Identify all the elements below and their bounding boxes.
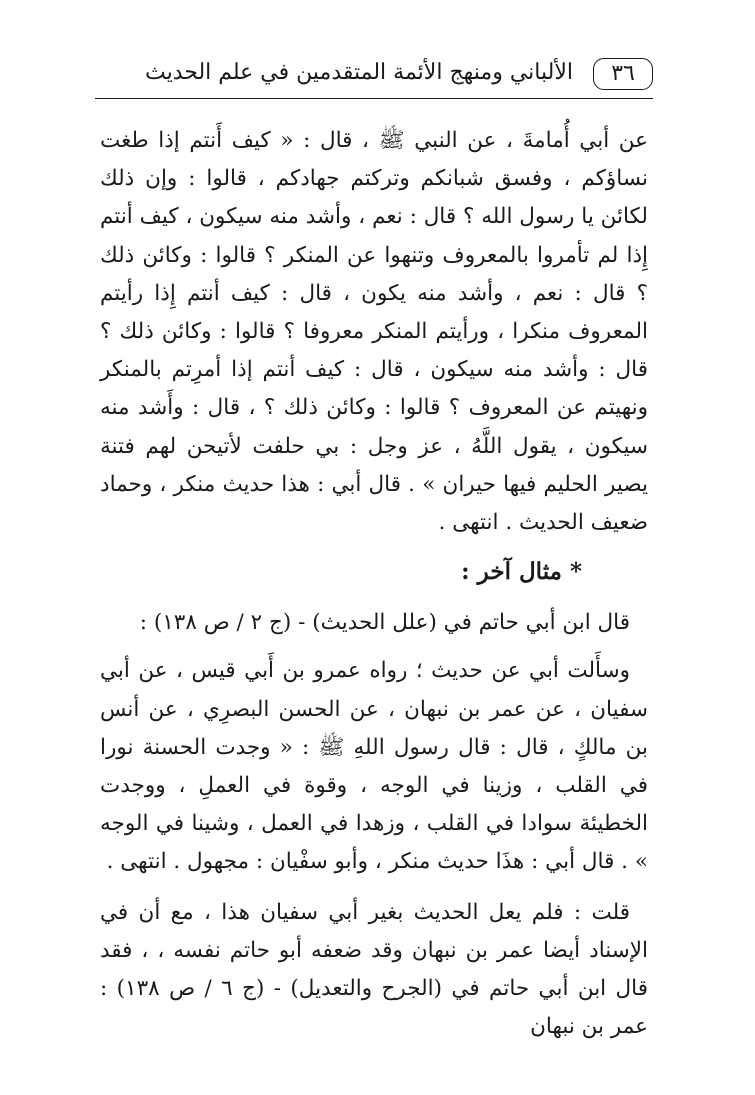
page-number-frame <box>593 58 653 90</box>
section-heading: * مثال آخر : <box>461 558 582 586</box>
body-text <box>100 122 648 1046</box>
paragraph-commentary: قلت : فلم يعل الحديث بغير أبي سفيان هذا ، مع أن في الإسناد أيضا عمر بن نبهان وقد ضعفه أبو حاتم نفسه ، ، فقد قال ابن أبي حاتم في (الجرح والتعديل) - (ج ٦ / ص ١٣٨) : عمر بن نبهان <box>100 899 648 1040</box>
header-rule <box>95 98 653 99</box>
page-number: ٣٦ <box>611 61 635 86</box>
paragraph-citation-intro: قال ابن أبي حاتم في (علل الحديث) - (ج ٢ / ص ١٣٨) : <box>139 610 630 636</box>
paragraph-hadith-anas: وسأَلت أبي عن حديث ؛ رواه عمرو بن أَبي قيس ، عن أبي سفيان ، عن عمر بن نبهان ، عن الحسن البصرِي ، عن أنس بن مالكٍ ، قال : قال رسول اللهِ ﷺ : « وجدت الحسنة نورا في القلب ، وزينا في الوجه ، وقوة في العملِ ، ووجدت الخطيئة سوادا في القلب ، وزهدا في العمل ، وشينا في الوجه » . قال أبي : هذَا حديث منكر ، وأبو سفْيان : مجهول . انتهى . <box>100 658 648 875</box>
running-title: الألباني ومنهج الأئمة المتقدمين في علم الحديث <box>144 60 573 85</box>
page-header <box>95 52 653 102</box>
paragraph-hadith-abu-umama: عن أبي أُمامةَ ، عن النبي ﷺ ، قال : « كيف أَنتم إذا طغت نساؤكم ، وفسق شبانكم وتركتم جهادكم ، قالوا : وإن ذلك لكائن يا رسول الله ؟ قال : نعم ، وأشد منه سيكون ، كيف أنتم إِذا لم تأمروا بالمعروف وتنهوا عن المنكر ؟ قالوا : وكائن ذلك ؟ قال : نعم ، وأشد منه يكون ، قال : كيف أنتم إِذا رأيتم المعروف منكرا ، ورأيتم المنكر معروفا ؟ قالوا : وكائن ذلك ؟ قال : وأشد منه سيكون ، قال : كيف أنتم إذا أمرِتم بالمنكر ونهيتم عن المعروف ؟ قالوا : وكائن ذلك ؟ ، قال : وأَشد منه سيكون ، يقول اللَّهُ ، عز وجل : بي حلفت لأتيحن لهم فتنة يصير الحليم فيها حيران » . قال أبي : هذا حديث منكر ، وحماد ضعيف الحديث . انتهى . <box>100 128 648 536</box>
